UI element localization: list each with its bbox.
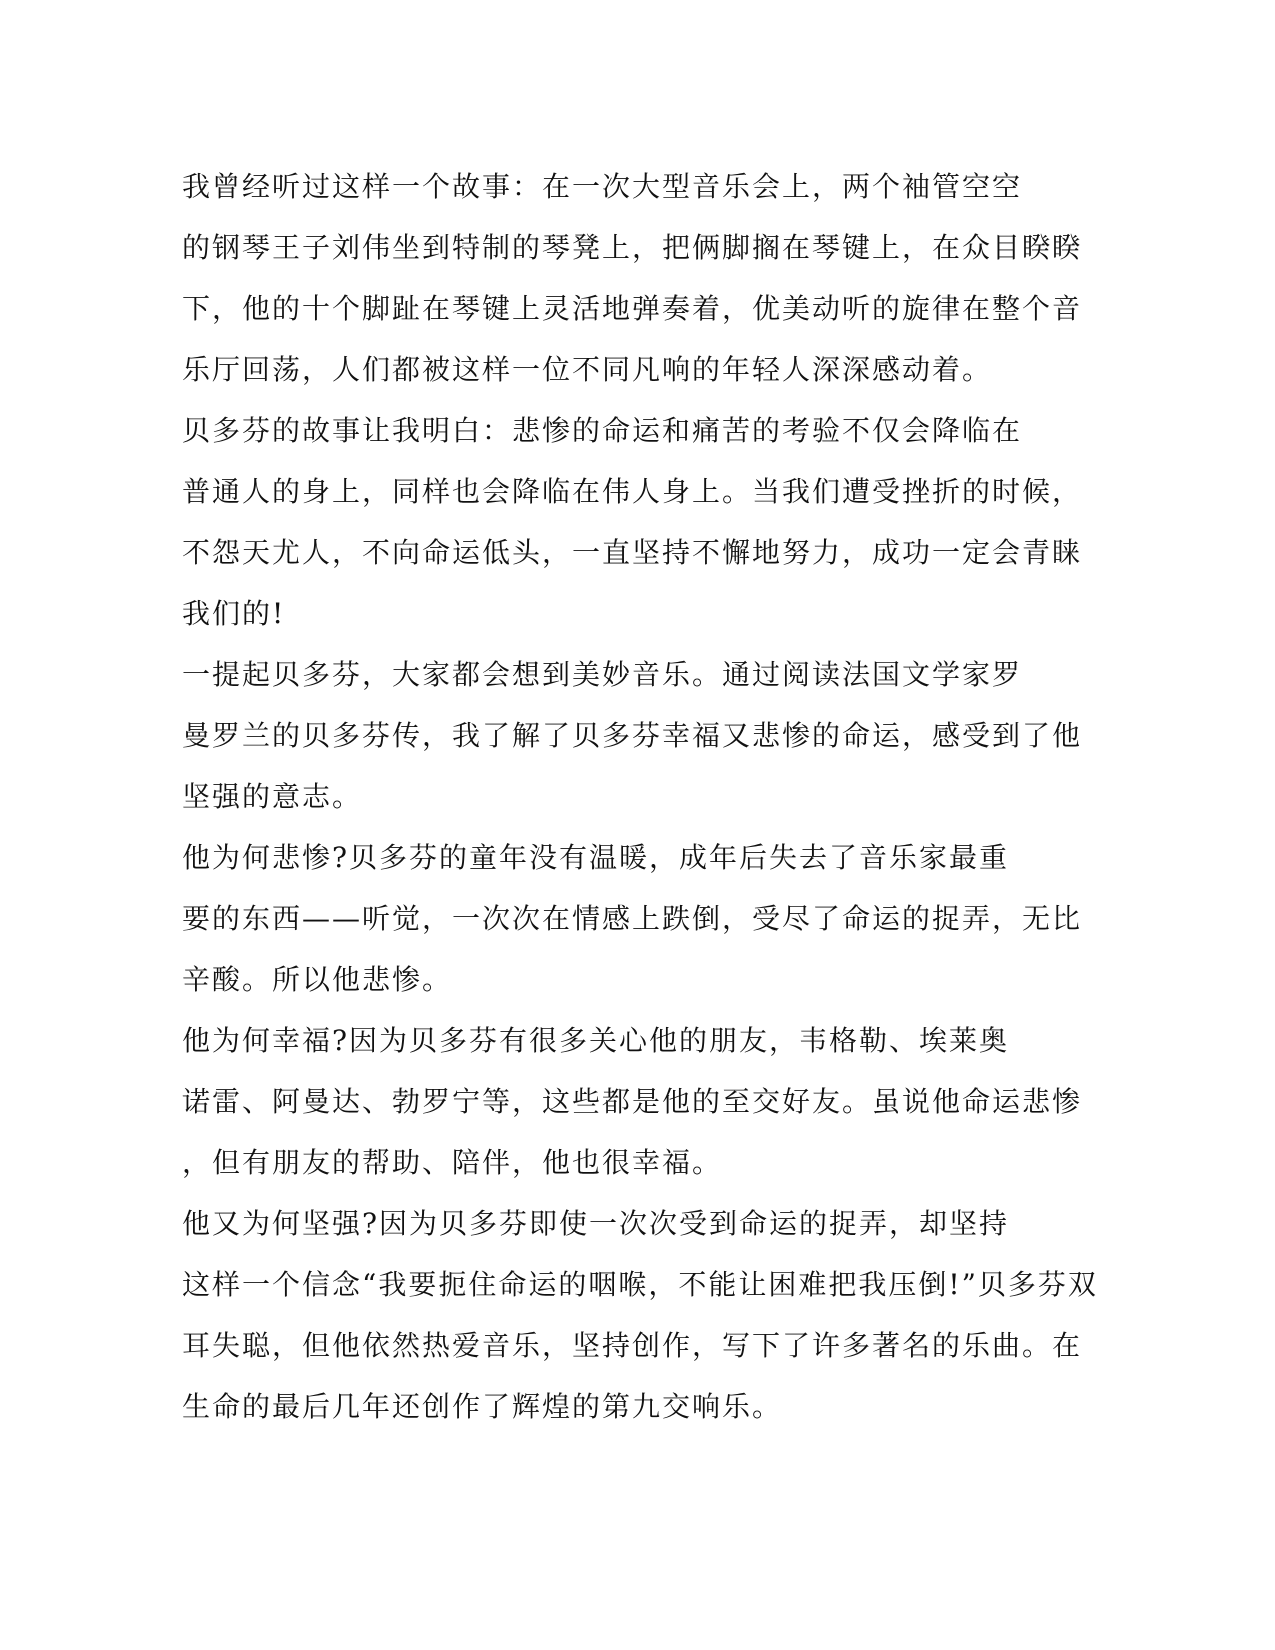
text-line: 的钢琴王子刘伟坐到特制的琴凳上，把俩脚搁在琴键上，在众目睽睽 (182, 231, 1083, 264)
text-line: 我们的! (182, 597, 286, 630)
text-line: 下，他的十个脚趾在琴键上灵活地弹奏着，优美动听的旋律在整个音 (182, 292, 1083, 325)
text-line: ，但有朋友的帮助、陪伴，他也很幸福。 (182, 1146, 723, 1179)
body-text (182, 156, 1098, 1437)
text-line: 诺雷、阿曼达、勃罗宁等，这些都是他的至交好友。虽说他命运悲惨 (182, 1085, 1083, 1118)
text-line: 生命的最后几年还创作了辉煌的第九交响乐。 (182, 1390, 783, 1423)
text-line: 不怨天尤人，不向命运低头，一直坚持不懈地努力，成功一定会青睐 (182, 536, 1083, 569)
text-line: 贝多芬的故事让我明白：悲惨的命运和痛苦的考验不仅会降临在 (182, 414, 1023, 447)
text-line: 一提起贝多芬，大家都会想到美妙音乐。通过阅读法国文学家罗 (182, 658, 1023, 691)
text-line: 他为何悲惨?贝多芬的童年没有温暖，成年后失去了音乐家最重 (182, 841, 1010, 874)
text-line: 坚强的意志。 (182, 780, 363, 813)
text-line: 曼罗兰的贝多芬传，我了解了贝多芬幸福又悲惨的命运，感受到了他 (182, 719, 1083, 752)
text-line: 普通人的身上，同样也会降临在伟人身上。当我们遭受挫折的时候， (182, 475, 1083, 508)
text-line: 我曾经听过这样一个故事：在一次大型音乐会上，两个袖管空空 (182, 170, 1023, 203)
text-line: 要的东西——听觉，一次次在情感上跌倒，受尽了命运的捉弄，无比 (182, 902, 1083, 935)
text-line: 他为何幸福?因为贝多芬有很多关心他的朋友，韦格勒、埃莱奥 (182, 1024, 1010, 1057)
text-line: 耳失聪，但他依然热爱音乐，坚持创作，写下了许多著名的乐曲。在 (182, 1329, 1083, 1362)
text-line: 辛酸。所以他悲惨。 (182, 963, 453, 996)
text-line: 乐厅回荡，人们都被这样一位不同凡响的年轻人深深感动着。 (182, 353, 993, 386)
text-line: 他又为何坚强?因为贝多芬即使一次次受到命运的捉弄，却坚持 (182, 1207, 1010, 1240)
text-line: 这样一个信念“我要扼住命运的咽喉，不能让困难把我压倒!”贝多芬双 (182, 1268, 1098, 1301)
